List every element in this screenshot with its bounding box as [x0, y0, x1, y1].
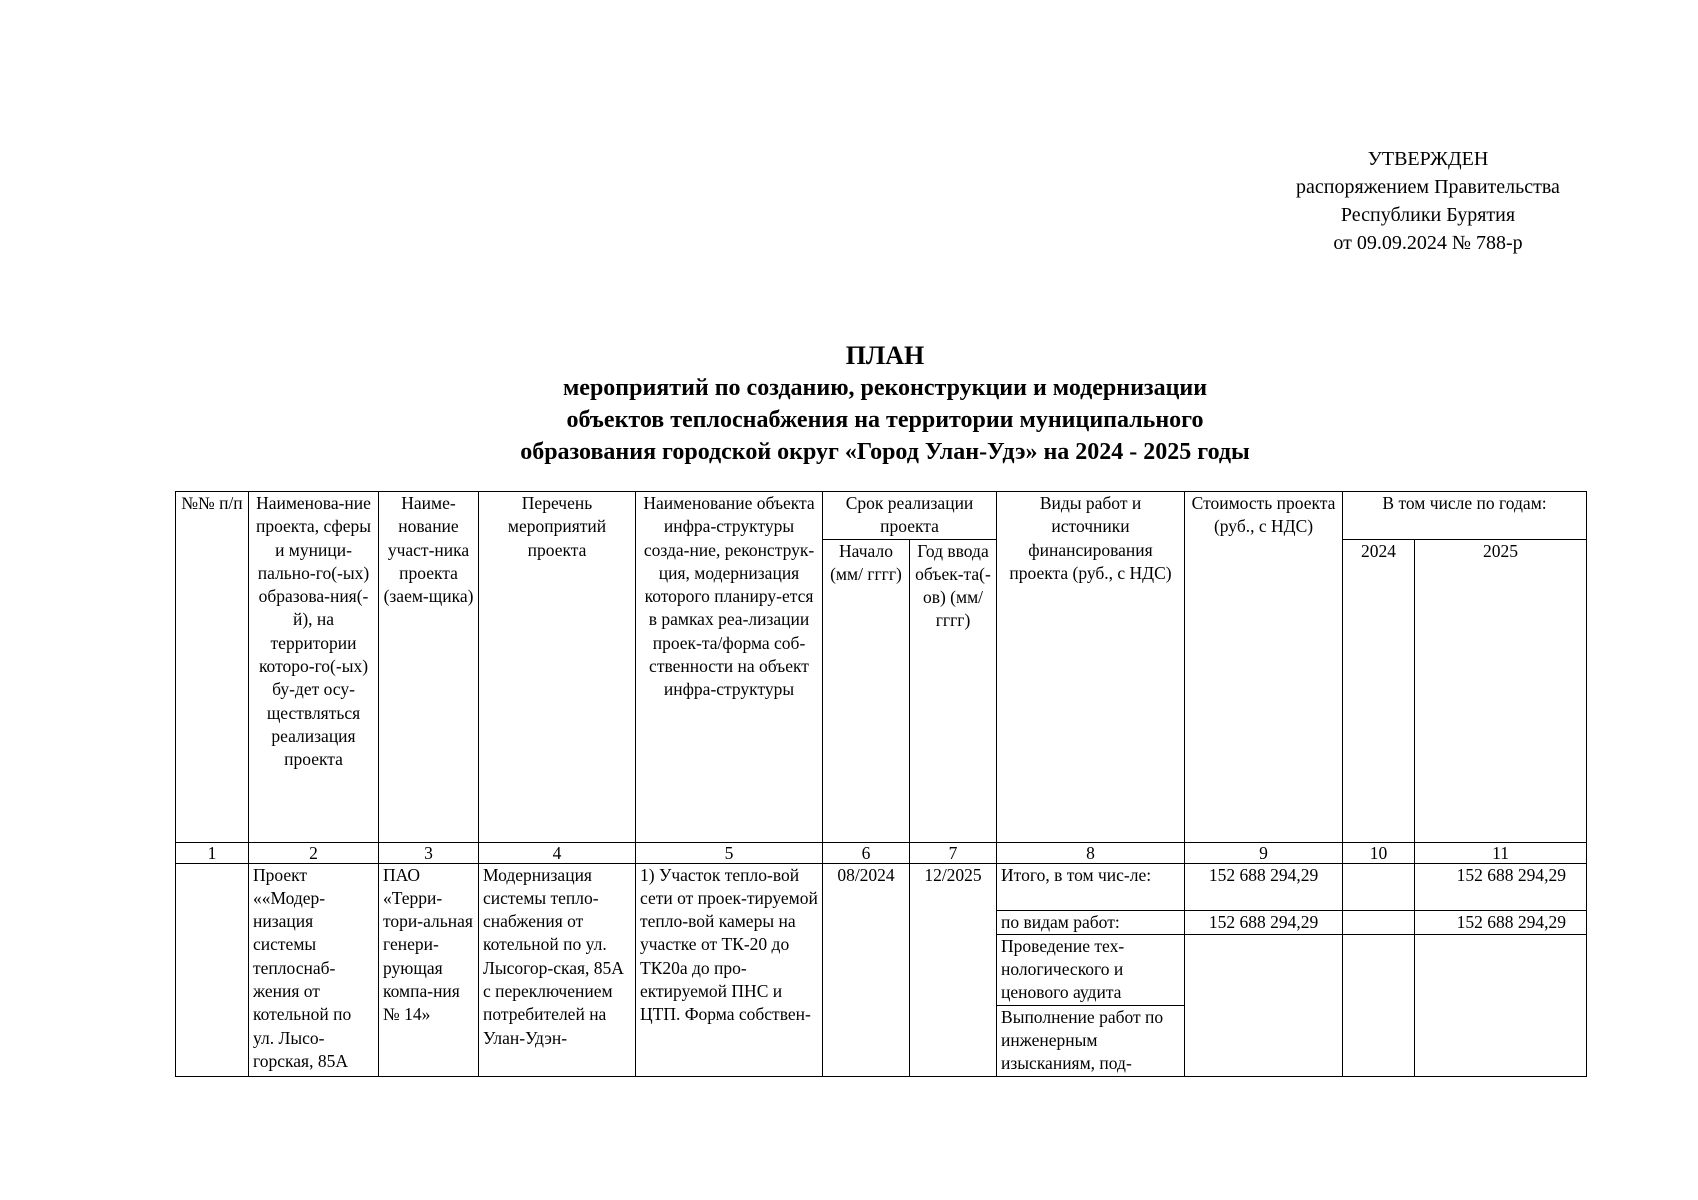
start-date-cell: 08/2024: [823, 863, 910, 1076]
column-number: 6: [823, 842, 910, 863]
header-cell-2025: 2025: [1415, 539, 1587, 842]
header-cell-cost: Стоимость проекта (руб., с НДС): [1185, 492, 1343, 843]
header-cell-project: Наименова-ние проекта, сферы и муници-пально-го(-ых) образова-ния(-й), на территории которо-го(-ых) бу-дет осу-ществляться реализация проекта: [249, 492, 379, 843]
column-number: 10: [1343, 842, 1415, 863]
approval-line: от 09.09.2024 № 788-р: [1333, 232, 1523, 254]
column-number: 1: [176, 842, 249, 863]
works-by-type-2024: [1343, 910, 1415, 934]
column-number: 4: [479, 842, 636, 863]
header-row: [176, 492, 1587, 540]
plan-table: [175, 491, 1587, 1077]
works-audit-2025: [1415, 934, 1587, 1076]
column-number-row: [176, 842, 1587, 863]
works-audit-cost: [1185, 934, 1343, 1076]
title-line: мероприятий по созданию, реконструкции и модернизации: [562, 375, 1208, 401]
header-cell-commission: Год ввода объек-та(-ов) (мм/ гггг): [910, 539, 997, 842]
project-name-cell: [249, 863, 379, 1076]
works-audit-label: Проведение тех-нологического и ценового аудита: [997, 934, 1185, 1005]
approval-stamp: [1258, 145, 1598, 257]
works-by-type-label: по видам работ:: [997, 910, 1185, 934]
project-name-text: Проект ««Модер-низация системы теплоснаб-жения от котельной по ул. Лысо-горская, 85А: [253, 864, 352, 1071]
header-cell-participant: Наиме-нование участ-ника проекта (заем-щика): [379, 492, 479, 843]
object-text: 1) Участок тепло-вой сети от проек-тируемой тепло-вой камеры на участке от ТК-20 до ТК20а до про-ектируемой ПНС и ЦТП. Форма собствен-: [640, 864, 818, 1025]
works-audit-2024: [1343, 934, 1415, 1076]
column-number: 11: [1415, 842, 1587, 863]
works-survey-label: Выполнение работ по инженерным изысканиям, под-: [1001, 1006, 1164, 1074]
header-cell-start: Начало (мм/ гггг): [823, 539, 910, 842]
header-cell-works: Виды работ и источники финансирования проекта (руб., с НДС): [997, 492, 1185, 843]
title-line: ПЛАН: [845, 341, 925, 370]
header-cell-2024: 2024: [1343, 539, 1415, 842]
participant-text: ПАО «Терри-тори-альная генери-рующая компа-ния № 14»: [383, 864, 473, 1025]
activities-cell: [479, 863, 636, 1076]
header-cell-num: №№ п/п: [176, 492, 249, 843]
works-by-type-cost: 152 688 294,29: [1185, 910, 1343, 934]
title-line: образования городской округ «Город Улан-Удэ» на 2024 - 2025 годы: [520, 439, 1250, 465]
title-line: объектов теплоснабжения на территории муниципального: [566, 407, 1204, 433]
column-number: 9: [1185, 842, 1343, 863]
column-number: 5: [636, 842, 823, 863]
table-row: [176, 863, 1587, 910]
works-survey-cell: [997, 1005, 1185, 1076]
approval-line: УТВЕРЖДЕН: [1367, 148, 1489, 170]
participant-cell: [379, 863, 479, 1076]
header-cell-object: Наименование объекта инфра-структуры созда-ние, реконструк-ция, модернизация которого планиру-ется в рамках реа-лизации проек-та/форма соб-ственности на объект инфра-структуры: [636, 492, 823, 843]
approval-line: Республики Бурятия: [1340, 204, 1516, 226]
approval-line: распоряжением Правительства: [1296, 176, 1560, 198]
object-cell: [636, 863, 823, 1076]
works-total-2025: 152 688 294,29: [1415, 863, 1587, 910]
document-title: [175, 340, 1595, 468]
works-total-cost: 152 688 294,29: [1185, 863, 1343, 910]
header-cell-by-years: В том числе по годам:: [1343, 492, 1587, 540]
column-number: 2: [249, 842, 379, 863]
works-total-2024: [1343, 863, 1415, 910]
works-by-type-2025: 152 688 294,29: [1415, 910, 1587, 934]
commission-date-cell: 12/2025: [910, 863, 997, 1076]
activities-text: Модернизация системы тепло-снабжения от котельной по ул. Лысогор-ская, 85А с переключением потребителей на Улан-Удэн-: [483, 864, 624, 1048]
row-number-cell: [176, 863, 249, 1076]
header-cell-activities: Перечень мероприятий проекта: [479, 492, 636, 843]
header-cell-period: Срок реализации проекта: [823, 492, 997, 540]
column-number: 8: [997, 842, 1185, 863]
column-number: 7: [910, 842, 997, 863]
column-number: 3: [379, 842, 479, 863]
works-total-label: Итого, в том чис-ле:: [997, 863, 1185, 910]
